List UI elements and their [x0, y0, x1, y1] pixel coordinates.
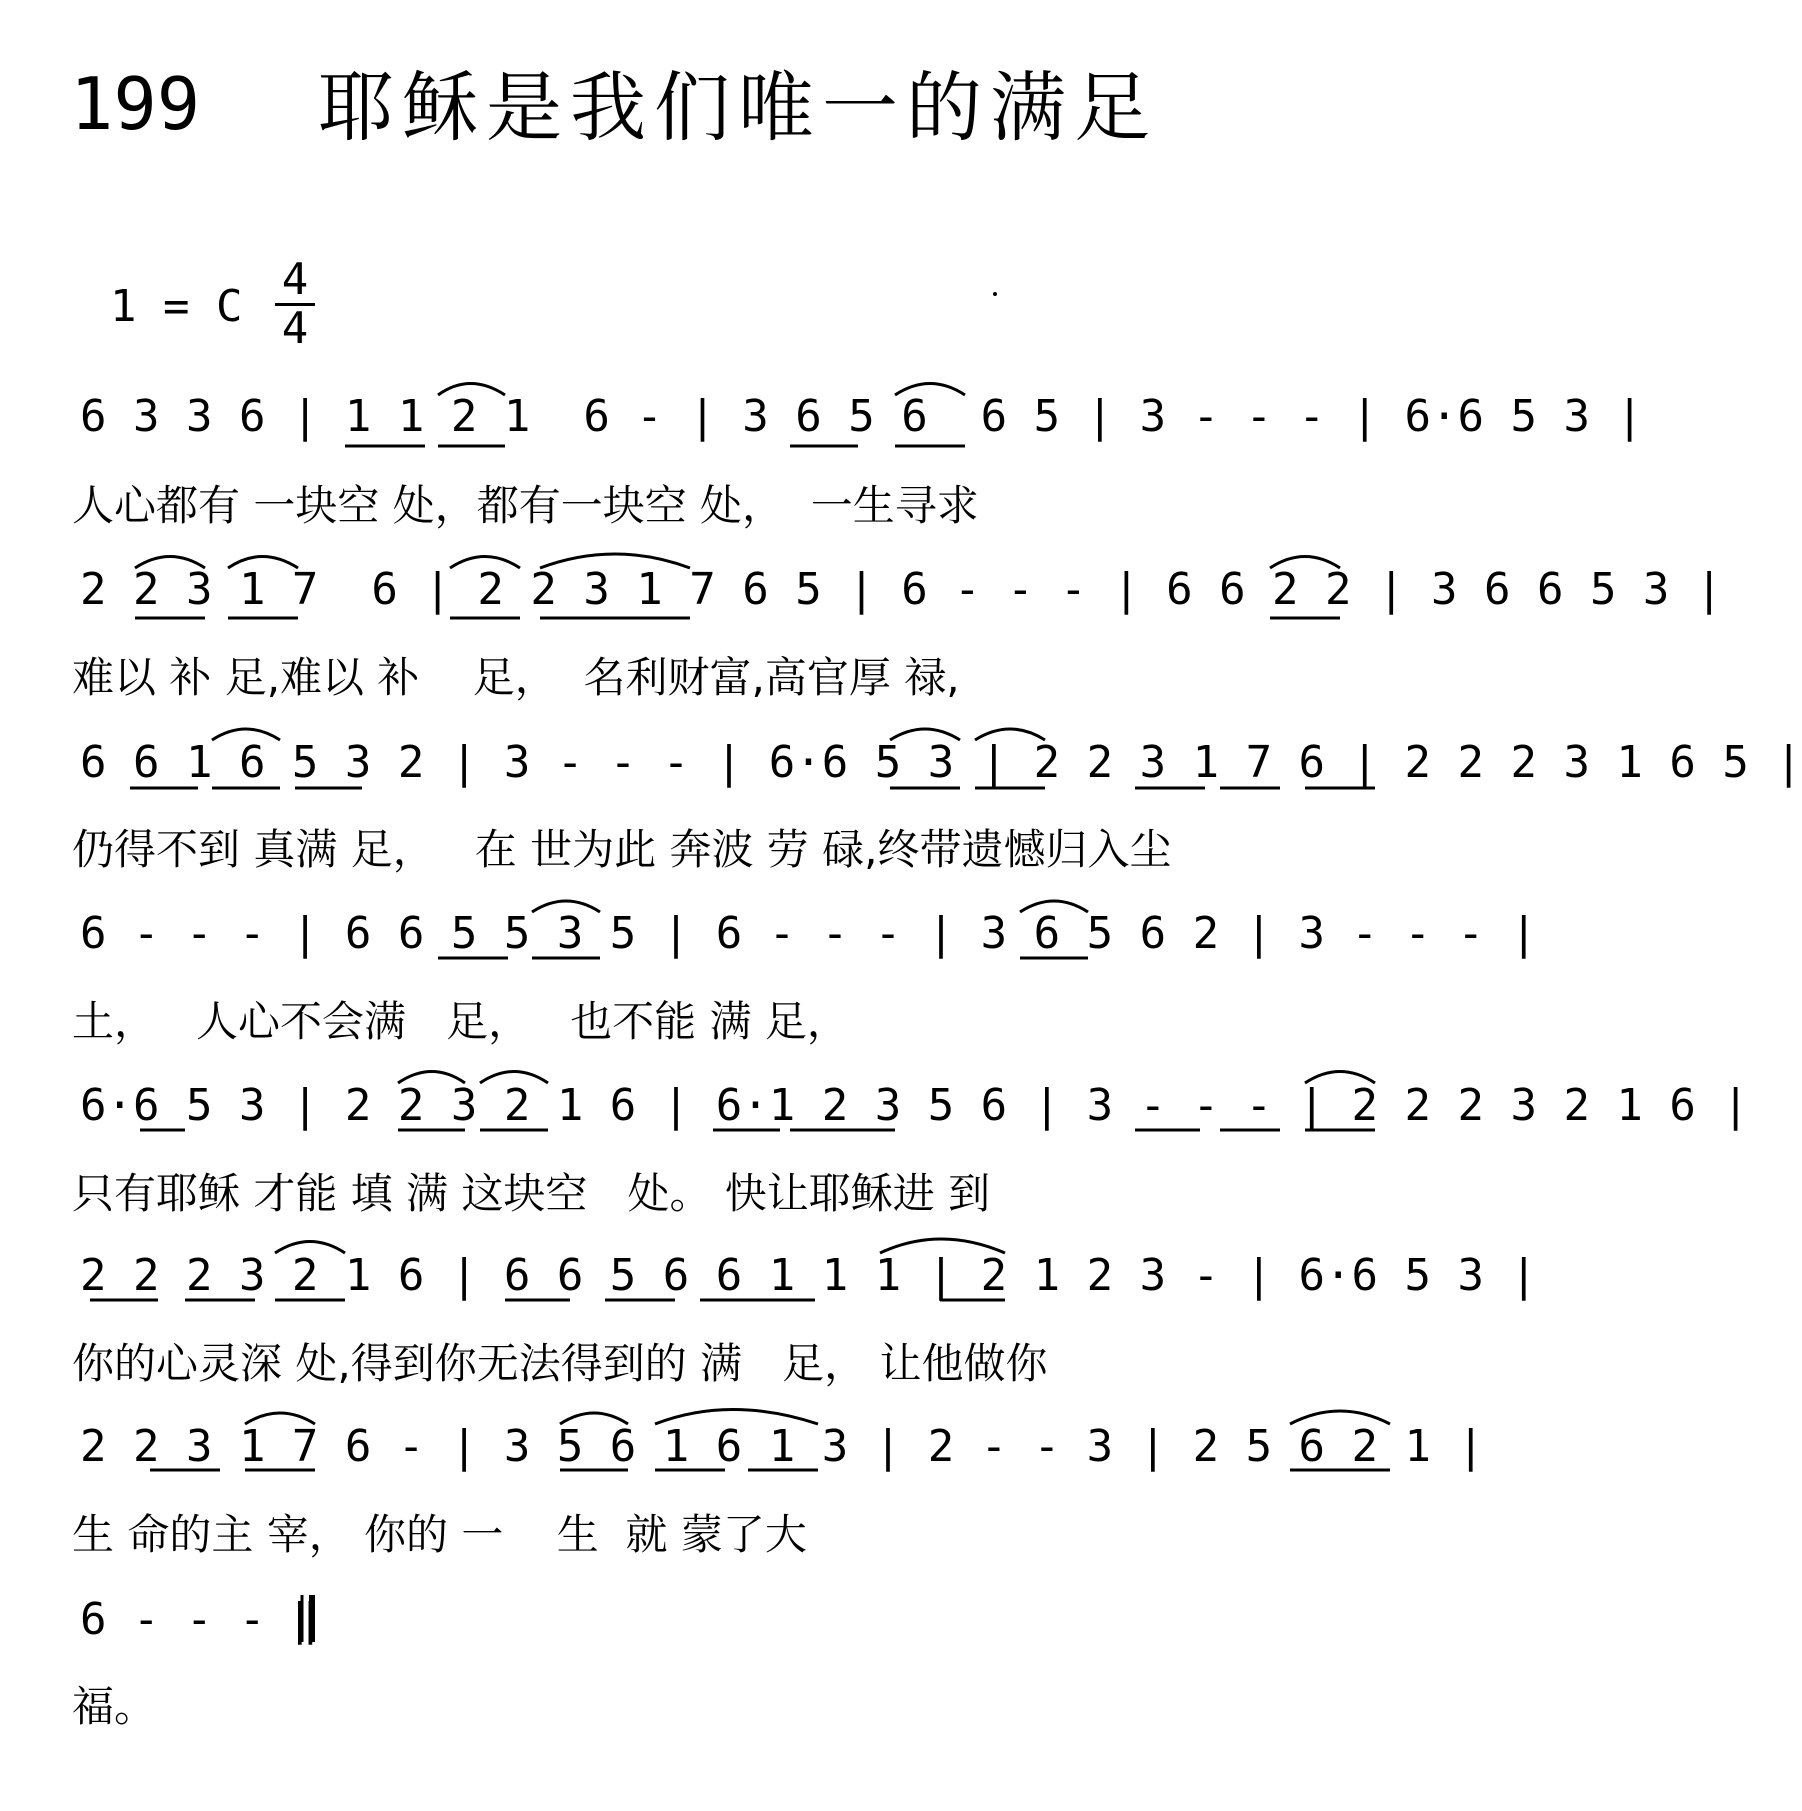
- tie-slur: [880, 1239, 1005, 1253]
- notes-row-8: 6 - - - ‖: [80, 1594, 319, 1645]
- tie-slur: [532, 901, 600, 912]
- notes-row-1: 6 3 3 6 | 1 1 2 1 6 - | 3 6 5 6 6 5 | 3 - - - | 6·6 5 3 |: [80, 391, 1643, 442]
- lyrics-row-2: 难以 补 足,难以 补 足， 名利财富,高官厚 禄,: [72, 653, 960, 702]
- notes-row-3: 6 6 1 6 5 3 2 | 3 - - - | 6·6 5 3 | 2 2 3 1 7 6 | 2 2 2 3 1 6 5 |: [80, 737, 1802, 788]
- lyrics-row-8: 福。: [72, 1682, 157, 1731]
- tie-slur: [245, 1413, 315, 1424]
- lyrics-row-5: 只有耶稣 才能 填 满 这块空 处。 快让耶稣进 到: [72, 1169, 991, 1218]
- tie-slur: [398, 1072, 465, 1084]
- lyrics-row-6: 你的心灵深 处,得到你无法得到的 满 足， 让他做你: [72, 1339, 1048, 1388]
- hymn-title: 耶稣是我们唯一的满足: [318, 63, 1158, 152]
- hymn-number: 199: [70, 62, 201, 146]
- tie-slur: [275, 1242, 345, 1254]
- tie-slur: [450, 557, 520, 569]
- tie-slur: [438, 384, 505, 396]
- tie-slur: [228, 557, 298, 569]
- time-signature-bottom: 4: [281, 303, 309, 354]
- tie-slur: [655, 1410, 818, 1425]
- tie-slur: [540, 554, 690, 568]
- tie-slur: [975, 729, 1045, 740]
- key-signature: 1 = C: [110, 281, 243, 332]
- tie-slur: [890, 729, 960, 740]
- lyrics-row-1: 人心都有 一块空 处，都有一块空 处， 一生寻求: [72, 481, 979, 530]
- notes-row-5: 6·6 5 3 | 2 2 3 2 1 6 | 6·1 2 3 5 6 | 3 - - - | 2 2 2 3 2 1 6 |: [80, 1080, 1749, 1131]
- time-signature-top: 4: [281, 254, 309, 305]
- tie-slur: [480, 1072, 548, 1084]
- tie-slur: [212, 729, 280, 740]
- tie-slur: [1020, 901, 1088, 912]
- lyrics-row-7: 生 命的主 宰， 你的 一 生 就 蒙了大: [72, 1510, 807, 1559]
- tie-slur: [135, 557, 205, 569]
- tie-slur: [895, 384, 965, 396]
- tie-slur: [1290, 1411, 1390, 1424]
- lyrics-row-4: 土， 人心不会满 足， 也不能 满 足，: [72, 997, 849, 1046]
- tie-slur: [560, 1413, 628, 1424]
- tie-slur: [1305, 1072, 1375, 1084]
- notes-row-6: 2 2 2 3 2 1 6 | 6 6 5 6 6 1 1 1 | 2 1 2 3 - | 6·6 5 3 |: [80, 1250, 1537, 1301]
- notes-row-2: 2 2 3 1 7 6 | 2 2 3 1 7 6 5 | 6 - - - | 6 6 2 2 | 3 6 6 5 3 |: [80, 564, 1723, 615]
- lyrics-row-3: 仍得不到 真满 足， 在 世为此 奔波 劳 碌,终带遗憾归入尘: [72, 825, 1172, 874]
- notes-row-4: 6 - - - | 6 6 5 5 3 5 | 6 - - - | 3 6 5 6 2 | 3 - - - |: [80, 908, 1537, 959]
- tie-slur: [1270, 557, 1340, 569]
- notes-row-7: 2 2 3 1 7 6 - | 3 5 6 1 6 1 3 | 2 - - 3 | 2 5 6 2 1 |: [80, 1421, 1484, 1472]
